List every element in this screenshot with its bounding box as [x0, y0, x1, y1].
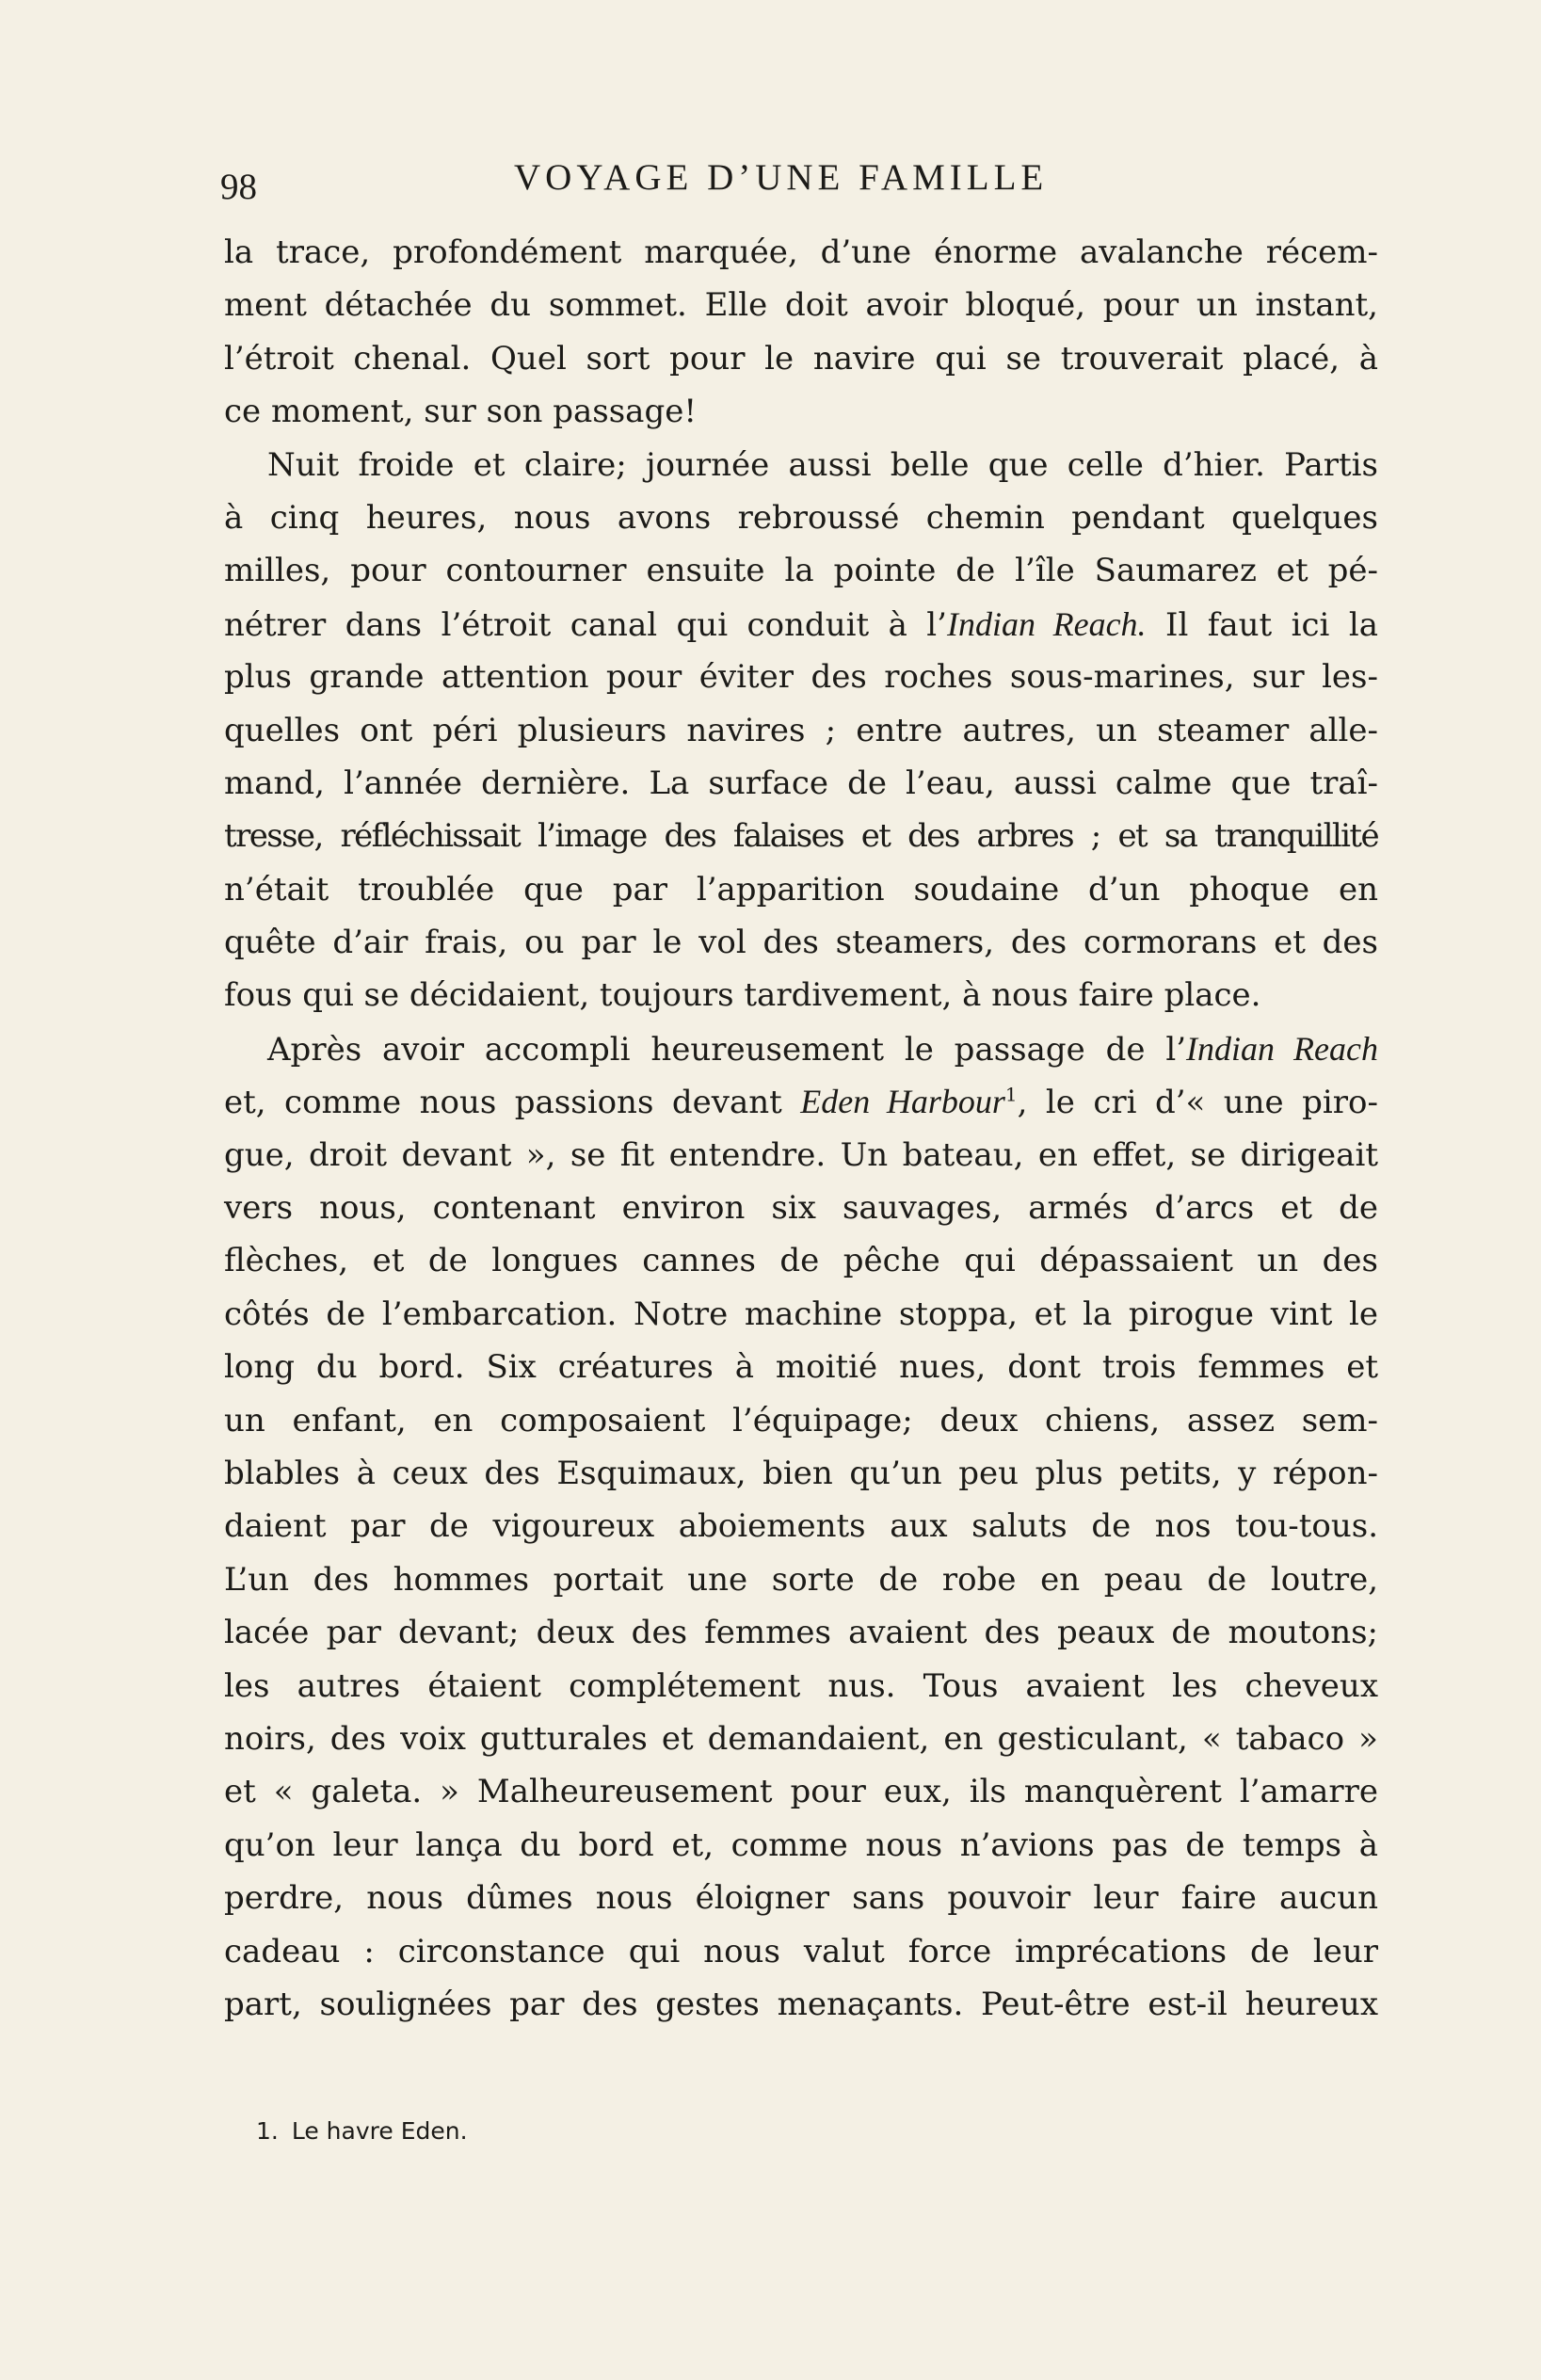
text-line: nétrer dans l’étroit canal qui conduit à l’Indian Reach. Il faut ici la	[224, 604, 1378, 644]
text-line: qu’on leur lança du bord et, comme nous n’avions pas de temps à	[224, 1825, 1378, 1864]
page-number: 98	[220, 167, 257, 207]
footnote-number: 1.	[256, 2117, 279, 2145]
text-line: et, comme nous passions devant Eden Harbour$^1$, le cri d’« une piro-	[224, 1083, 1378, 1122]
text-line: cadeau : circonstance qui nous valut force imprécations de leur	[224, 1932, 1378, 1970]
running-head	[220, 156, 1408, 213]
text-line: côtés de l’embarcation. Notre machine stoppa, et la pirogue vint le	[224, 1295, 1378, 1333]
text-line: ment détachée du sommet. Elle doit avoir bloqué, pour un instant,	[224, 286, 1378, 325]
text-line: Après avoir accompli heureusement le passage de l’Indian Reach	[267, 1029, 1379, 1069]
footnote-text: Le havre Eden.	[291, 2117, 468, 2145]
body-text	[224, 226, 1378, 2031]
text-line: part, soulignées par des gestes menaçants. Peut-être est-il heureux	[224, 1985, 1378, 2023]
text-line: tresse, réfléchissait l’image des falaises et des arbres ; et sa tranquillité	[224, 817, 1378, 856]
text-line: blables à ceux des Esquimaux, bien qu’un peu plus petits, y répon-	[224, 1454, 1378, 1492]
book-title: VOYAGE D’UNE FAMILLE	[514, 157, 1049, 198]
text-line: gue, droit devant », se fit entendre. Un bateau, en effet, se dirigeait	[224, 1135, 1378, 1174]
text-line: et « galeta. » Malheureusement pour eux, ils manquèrent l’amarre	[224, 1773, 1378, 1811]
text-line: flèches, et de longues cannes de pêche qui dépassaient un des	[224, 1242, 1378, 1280]
text-line: perdre, nous dûmes nous éloigner sans pouvoir leur faire aucun	[224, 1879, 1378, 1918]
text-line: vers nous, contenant environ six sauvages, armés d’arcs et de	[224, 1189, 1378, 1228]
text-line: Nuit froide et claire; journée aussi belle que celle d’hier. Partis	[267, 445, 1378, 484]
text-line: ce moment, sur son passage!	[224, 393, 697, 431]
text-line: les autres étaient complétement nus. Tous avaient les cheveux	[224, 1666, 1378, 1705]
text-line: à cinq heures, nous avons rebroussé chemin pendant quelques	[224, 498, 1378, 537]
text-line: quête d’air frais, ou par le vol des steamers, des cormorans et des	[224, 924, 1378, 962]
text-line: long du bord. Six créatures à moitié nues, dont trois femmes et	[224, 1348, 1378, 1387]
text-line: L’un des hommes portait une sorte de robe en peau de loutre,	[224, 1560, 1378, 1599]
text-line: l’étroit chenal. Quel sort pour le navire qui se trouverait placé, à	[224, 339, 1378, 378]
text-line: fous qui se décidaient, toujours tardivement, à nous faire place.	[224, 976, 1261, 1015]
text-line: milles, pour contourner ensuite la pointe de l’île Saumarez et pé-	[224, 552, 1378, 590]
text-line: n’était troublée que par l’apparition soudaine d’un phoque en	[224, 870, 1378, 909]
text-line: la trace, profondément marquée, d’une énorme avalanche récem-	[224, 233, 1378, 271]
footnote	[256, 2113, 468, 2150]
text-line: quelles ont péri plusieurs navires ; entre autres, un steamer alle-	[224, 711, 1378, 749]
text-line: plus grande attention pour éviter des roches sous-marines, sur les-	[224, 658, 1378, 697]
text-line: lacée par devant; deux des femmes avaient des peaux de moutons;	[224, 1614, 1378, 1652]
footnote-marker: 1	[1004, 1083, 1018, 1106]
text-line: noirs, des voix gutturales et demandaient, en gesticulant, « tabaco »	[224, 1719, 1378, 1758]
text-line: un enfant, en composaient l’équipage; deux chiens, assez sem-	[224, 1401, 1378, 1439]
text-line: mand, l’année dernière. La surface de l’eau, aussi calme que traî-	[224, 764, 1378, 802]
text-line: daient par de vigoureux aboiements aux saluts de nos tou-tous.	[224, 1507, 1378, 1546]
